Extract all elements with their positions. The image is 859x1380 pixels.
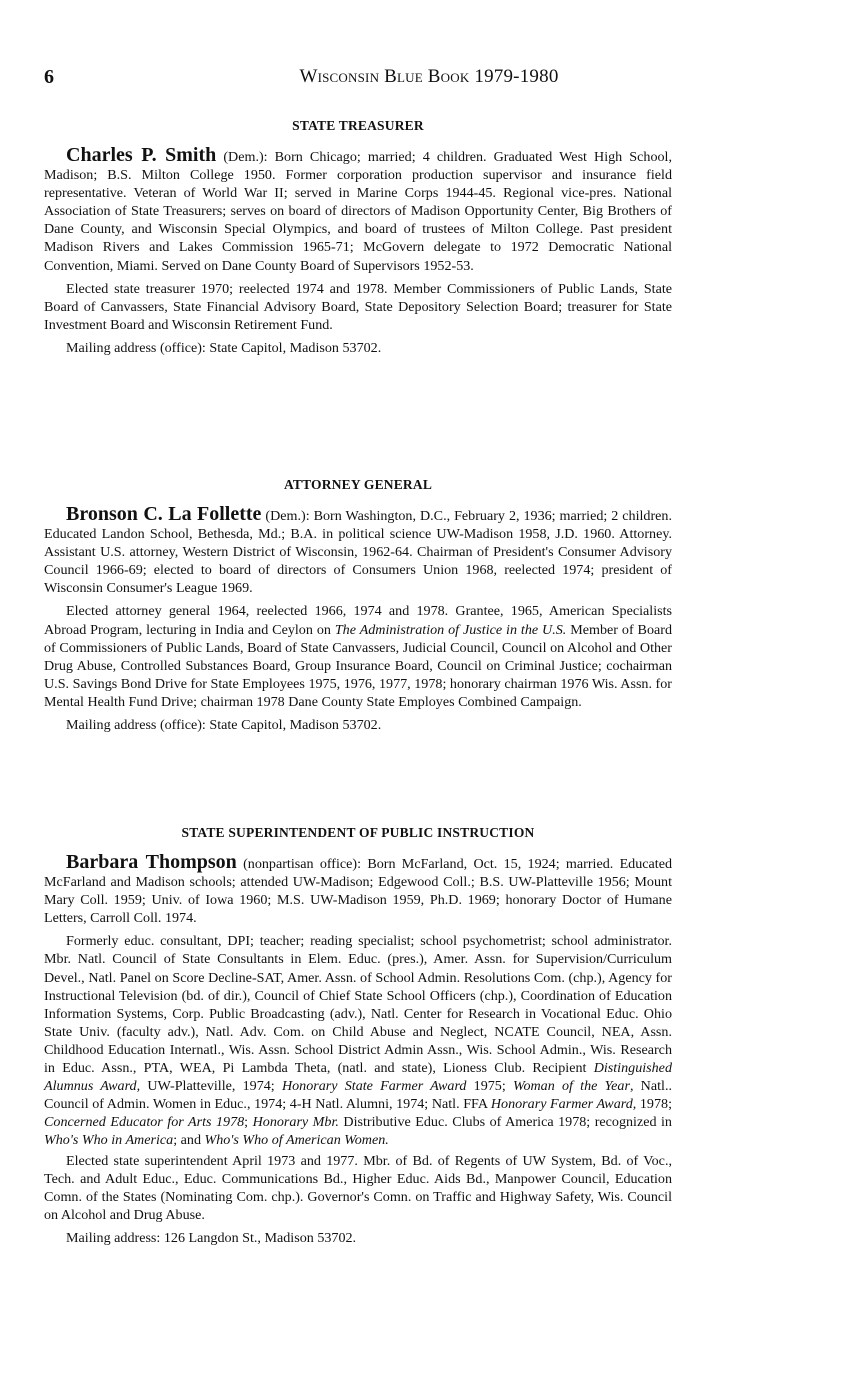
career-text: Elected attorney general 1964, reelected 1966, 1974 and 1978. Grantee, 1965, American Specialists Abroad Program, lecturing in India and Ceylon on — [44, 603, 672, 638]
career-text: ; — [244, 1114, 253, 1131]
biography-text: (Dem.): Born Washington, D.C., February 2, 1936; married; 2 children. Educated Landon School, Bethesda, Md.; B.A. in political science UW-Madison 1958, J.D. 1960. Attorney. Assistant U.S. attorney, Western District of Wisconsin, 1962-64. Chairman of President's Consumer Advisory Council 1966-69; elected to board of directors of Consumers Union 1968, reelected 1974; president of Wisconsin Consumer's League 1969. — [44, 508, 672, 597]
section-state-superintendent — [44, 825, 672, 1247]
biography-text: (Dem.): Born Chicago; married; 4 children. Graduated West High School, Madison; B.S. Milton College 1950. Former corporation production supervisor and insurance field representative. Veteran of World War II; served in Marine Corps 1944-45. Regional vice-pres. National Association of State Treasurers; serves on board of directors of Madison Opportunity Center, Big Brothers of Dane County, and Wisconsin Special Olympics, and board of trustees of Milton College. Past president Madison Rivers and Lakes Commission 1965-71; McGovern delegate to 1972 Democratic National Convention, Miami. Served on Dane County Board of Supervisors 1952-53. — [44, 149, 672, 274]
award-title: Honorary State Farmer Award — [281, 1078, 467, 1095]
career-text: 1975; — [466, 1078, 513, 1095]
mailing-address: Mailing address (office): State Capitol, Madison 53702. — [66, 717, 382, 734]
publication-title: Who's Who of American Women. — [204, 1132, 389, 1149]
biography-paragraph — [44, 853, 672, 927]
career-text: Member of Board of Commissioners of Public Lands, Board of State Canvassers, Judicial Council, Council on Alcohol and Other Drug Abuse, Controlled Substances Board, Group Insurance Board, Council on Criminal Justice; cochairman U.S. Savings Bond Drive for State Employees 1975, 1976, 1977, 1978; honorary chairman 1976 Wis. Assn. for Mental Health Fund Drive; chairman 1978 Dane County State Employes Combined Campaign. — [44, 621, 673, 710]
page-header — [44, 66, 814, 94]
section-attorney-general — [44, 477, 672, 734]
career-text: Formerly educ. consultant, DPI; teacher; reading specialist; school psychometrist; school administrator. Mbr. Natl. Council of State Consultants in Elem. Educ. (pres.), Amer. Assn. for Supervision/Curriculum Devel., Natl. Panel on Score Decline-SAT, Amer. Assn. of School Admin. Resolutions Com. (chp.), Agency for Instructional Television (bd. of dir.), Council of Chief State School Officers (chp.), Coordination of Education Information Systems, Corp. Public Broadcasting (adv.), Natl. Center for Research in Vocational Educ. Ohio State Univ. (faculty adv.), Natl. Adv. Com. on Child Abuse and Neglect, NCATE Council, NEA, Assn. Childhood Education Internatl., Wis. Assn. School District Admin Assn., Wis. School Admin., Wis. Research in Educ. Assn., PTA, WEA, Pi Lambda Theta, (natl. and state), Lioness Club. Recipient — [44, 933, 672, 1077]
career-text: , Natl.. Council of Admin. Women in Educ., 1974; 4-H Natl. Alumni, 1974; Natl. FFA — [44, 1078, 672, 1113]
section-title: STATE SUPERINTENDENT OF PUBLIC INSTRUCTION — [181, 825, 535, 840]
official-name: Bronson C. La Follette — [66, 503, 262, 525]
career-text: ; and — [173, 1132, 205, 1149]
career-text: Distributive Educ. Clubs of America 1978; recognized in — [338, 1114, 672, 1131]
mailing-address: Mailing address (office): State Capitol, Madison 53702. — [66, 339, 382, 356]
election-paragraph: Elected state superintendent April 1973 and 1977. Mbr. of Bd. of Regents of UW System, Bd. of Voc., Tech. and Adult Educ., Educ. Communications Bd., Higher Educ. Aids Bd., Manpower Council, Education Comn. of the States (Nominating Com. chp.). Governor's Comn. on Traffic and Highway Safety, Wis. Council on Alcohol and Drug Abuse. — [44, 1152, 672, 1223]
career-paragraph: Elected state treasurer 1970; reelected 1974 and 1978. Member Commissioners of Public Lands, State Board of Canvassers, State Financial Advisory Board, State Depository Selection Board; treasurer for State Investment Board and Wisconsin Retirement Fund. — [44, 280, 672, 333]
mailing-address: Mailing address: 126 Langdon St., Madison 53702. — [66, 1229, 357, 1246]
career-paragraph — [44, 932, 672, 1149]
career-text: 1978; — [636, 1096, 672, 1113]
page-number: 6 — [44, 66, 54, 88]
official-name: Barbara Thompson — [66, 851, 237, 873]
award-title: Honorary Farmer Award, — [490, 1096, 637, 1113]
official-name: Charles P. Smith — [66, 144, 217, 166]
biography-text: (nonpartisan office): Born McFarland, Oct. 15, 1924; married. Educated McFarland and Madison schools; attended UW-Madison; Edgewood Coll.; B.S. UW-Platteville 1956; Mount Mary Coll. 1959; Univ. of Iowa 1960; M.S. UW-Madison 1959, Ph.D. 1969; honorary Doctor of Humane Letters, Carroll Coll. 1974. — [44, 856, 672, 927]
section-title: ATTORNEY GENERAL — [283, 477, 433, 492]
award-title: Woman of the Year — [513, 1078, 630, 1095]
publication-title: Who's Who in America — [44, 1132, 174, 1149]
running-title: Wisconsin Blue Book 1979-1980 — [299, 66, 559, 87]
section-state-treasurer — [44, 118, 672, 357]
biography-paragraph — [44, 505, 672, 597]
biography-paragraph — [44, 146, 672, 275]
award-title: Distinguished Alumnus Award, — [44, 1060, 672, 1095]
award-title: Honorary Mbr. — [252, 1114, 339, 1131]
career-paragraph — [44, 602, 672, 711]
career-text: UW-Platteville, 1974; — [140, 1078, 282, 1095]
section-title: STATE TREASURER — [292, 118, 424, 133]
award-title: Concerned Educator for Arts 1978 — [44, 1114, 245, 1131]
lecture-title: The Administration of Justice in the U.S. — [334, 621, 567, 638]
